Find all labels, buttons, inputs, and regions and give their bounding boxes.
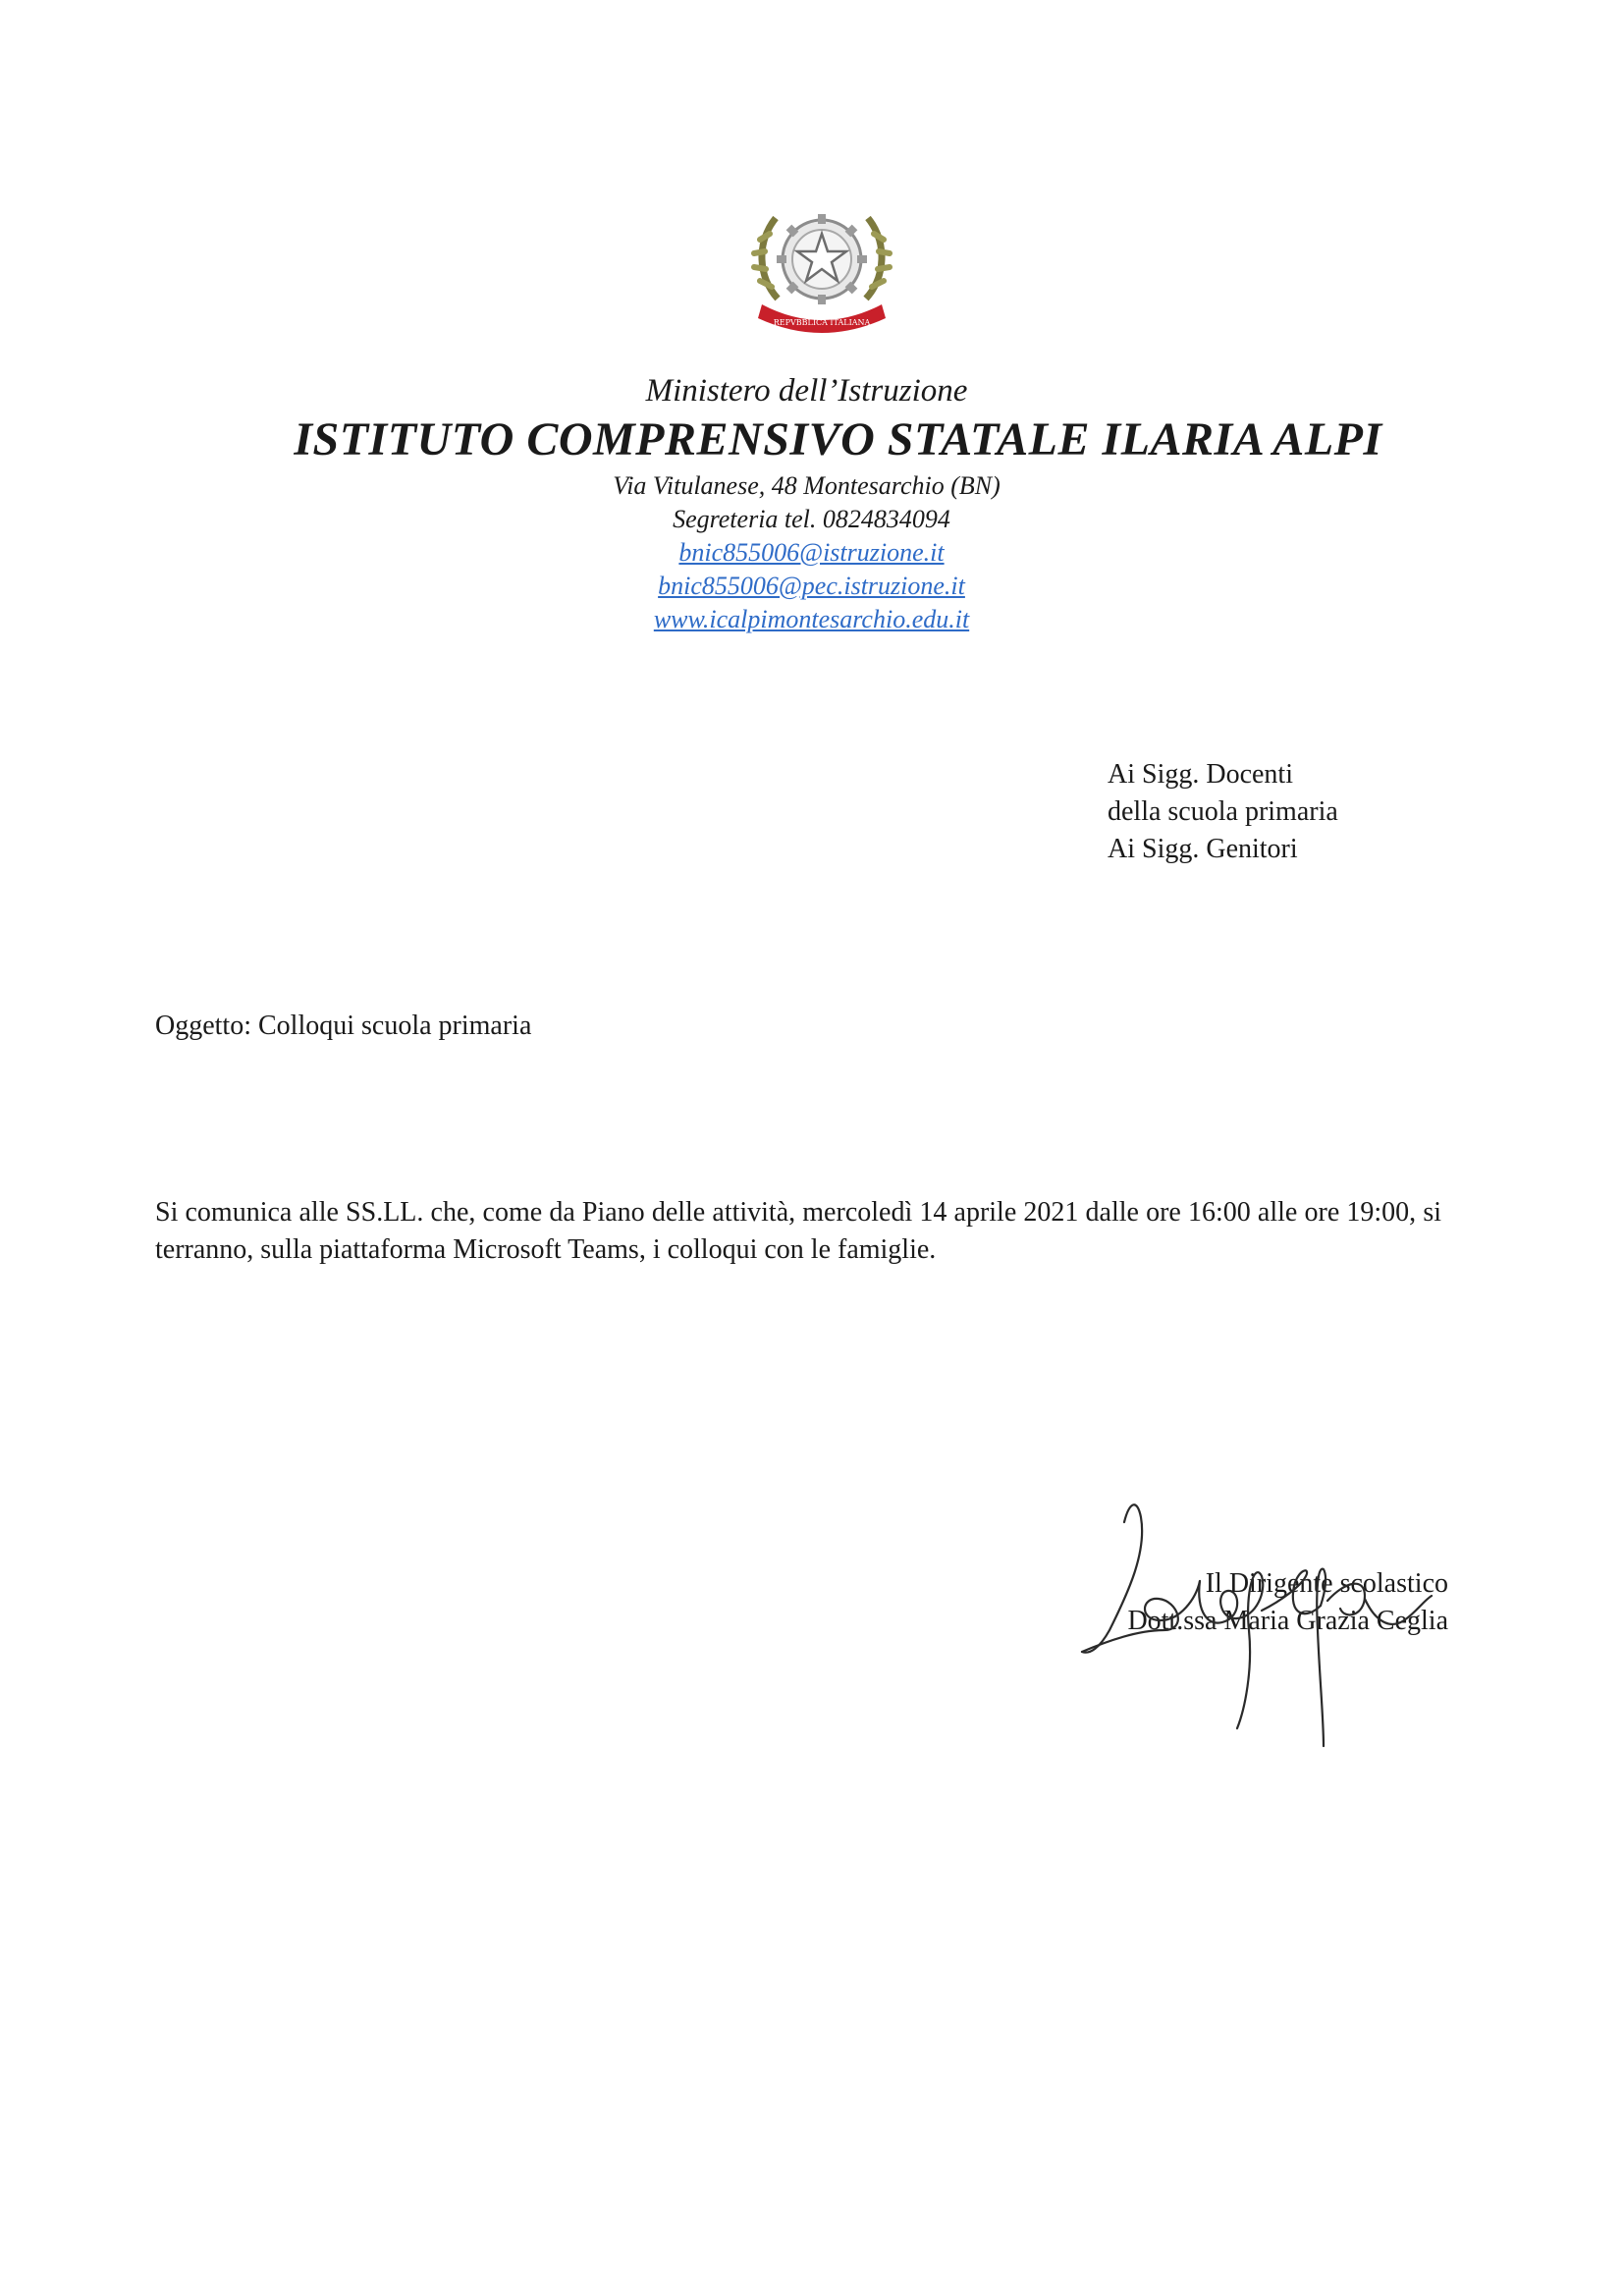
recipient-line: Ai Sigg. Docenti — [1108, 759, 1293, 790]
subject-line: Oggetto: Colloqui scuola primaria — [155, 1011, 532, 1041]
signatory-role: Il Dirigente scolastico — [1205, 1568, 1448, 1599]
recipient-line: della scuola primaria — [1108, 796, 1338, 827]
email-link[interactable]: bnic855006@istruzione.it — [678, 538, 945, 567]
recipient-line: Ai Sigg. Genitori — [1108, 834, 1298, 864]
school-phone: Segreteria tel. 0824834094 — [673, 505, 950, 533]
signatory-name: Dott.ssa Maria Grazia Ceglia — [1127, 1606, 1448, 1636]
italian-republic-emblem-icon — [748, 189, 895, 336]
website-link[interactable]: www.icalpimontesarchio.edu.it — [653, 605, 970, 633]
pec-email-link[interactable]: bnic855006@pec.istruzione.it — [658, 572, 965, 600]
handwritten-signature-icon — [1070, 1483, 1443, 1758]
body-paragraph: Si comunica alle SS.LL. che, come da Piano delle attività, mercoledì 14 aprile 2021 dalle ore 16:00 alle ore 19:00, si terranno, sulla piattaforma Microsoft Teams, i colloqui con le famiglie. — [155, 1197, 1441, 1265]
letterhead — [0, 371, 1623, 636]
ministry-name: Ministero dell’Istruzione — [645, 373, 968, 409]
school-name: ISTITUTO COMPRENSIVO STATALE ILARIA ALPI — [294, 413, 1382, 465]
school-address: Via Vitulanese, 48 Montesarchio (BN) — [613, 471, 1001, 500]
emblem-ribbon-text: REPVBBLICA ITALIANA — [773, 318, 871, 327]
recipients-block — [1108, 756, 1338, 868]
